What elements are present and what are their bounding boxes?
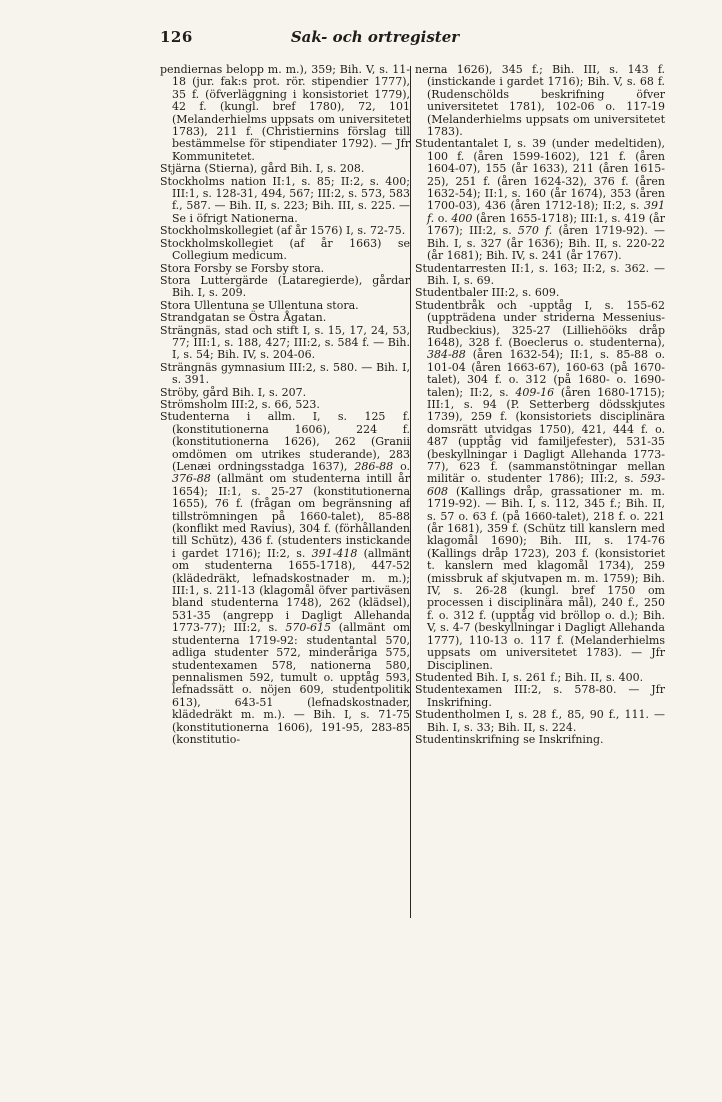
index-entry: Strömsholm III:2, s. 66, 523. [160, 397, 320, 411]
column-divider [410, 66, 411, 918]
left-column [160, 64, 410, 746]
index-entry: Stockholmskollegiet (af år 1576) I, s. 72-75. [160, 224, 406, 238]
page-header [160, 28, 590, 50]
index-entry: Studentbaler III:2, s. 609. [415, 286, 560, 300]
index-entry: Stjärna (Stierna), gård Bih. I, s. 208. [160, 162, 365, 176]
index-entry: Studenterna i allm. I, s. 125 f. (konstitutionerna 1606), 224 f. (konstitutionerna 1626), 262 (Granii omdömen om utrikes studerande), 283 (Lenæi ordningsstadga 1637), 286-88 o. 376-88 (allmänt om studenterna intill år 1654); II:1, s. 25-27 (konstitutionerna 1655), 76 f. (frågan om begränsning af tillströmningen på 1660-talet), 85-88 (konflikt med Ravius), 304 f. (förhållanden till Schütz), 436 f. (studenters instickande i gardet 1716); II:2, s. 391-418 (allmänt om studenterna 1655-1718), 447-52 (klädedräkt, lefnadskostnader m. m.); III:1, s. 211-13 (klagomål öfver partiväsen bland studenterna 1748), 262 (klädsel), 531-35 (angrepp i Dagligt Allehanda 1773-77); III:2, s. 570-615 (allmänt om studenterna 1719-92: studentantal 570, adliga studenter 572, minderåriga 575, studentexamen 578, nationerna 580, pennalismen 592, tumult o. upptåg 593, lefnadssätt o. nöjen 609, studentpolitik 613), 643-51 (lefnadskostnader, klädedräkt m. m.). — Bih. I, s. 71-75 (konstitutionerna 1606), 191-95, 283-85 (konstitutio- [160, 410, 410, 746]
index-entry: Studentarresten II:1, s. 163; II:2, s. 362. — Bih. I, s. 69. [415, 261, 665, 287]
index-entry: Studentexamen III:2, s. 578-80. — Jfr Inskrifning. [415, 683, 665, 709]
index-entry: Stockholmskollegiet (af år 1663) se Collegium medicum. [160, 236, 410, 263]
index-entry: Studentantalet I, s. 39 (under medeltiden), 100 f. (åren 1599-1602), 121 f. (åren 1604-07), 155 (år 1633), 211 (åren 1615-25), 251 f. (åren 1624-32), 376 f. (åren 1632-54); II:1, s. 160 (år 1674), 353 (åren 1700-03), 436 (åren 1712-18); II:2, s. 391 f. o. 400 (åren 1655-1718); III:1, s. 419 (år 1767); III:2, s. 570 f. (åren 1719-92). — Bih. I, s. 327 (år 1636); Bih. II, s. 220-22 (år 1681); Bih. IV, s. 241 (år 1767). [415, 137, 666, 263]
index-entry: Stockholms nation II:1, s. 85; II:2, s. 400; III:1, s. 128-31, 494, 567; III:2, s. 573, 583 f., 587. — Bih. II, s. 223; Bih. III, s. 225. — Se i öfrigt Nationerna. [160, 174, 410, 225]
index-entry: Strängnäs gymnasium III:2, s. 580. — Bih. I, s. 391. [160, 360, 410, 387]
index-entry: Stora Luttergärde (Lataregierde), gårdar Bih. I, s. 209. [160, 273, 410, 300]
index-entry: Studentholmen I, s. 28 f., 85, 90 f., 111. — Bih. I, s. 33; Bih. II, s. 224. [415, 708, 665, 734]
index-entry: Strängnäs, stad och stift I, s. 15, 17, 24, 53, 77; III:1, s. 188, 427; III:2, s. 584 f. — Bih. I, s. 54; Bih. IV, s. 204-06. [160, 323, 410, 362]
index-entry: Studentbråk och -upptåg I, s. 155-62 (uppträdena under striderna Messenius-Rudbeckius), 325-27 (Lilliehööks dråp 1648), 328 f. (Boeclerus o. studenterna), 384-88 (åren 1632-54); II:1, s. 85-88 o. 101-04 (åren 1663-67), 160-63 (på 1670-talet), 304 f. o. 312 (på 1680- o. 1690-talen); II:2, s. 409-16 (åren 1680-1715); III:1, s. 94 (P. Setterberg dödsskjutes 1739), 259 f. (konsistoriets disciplinära domsrätt utvidgas 1750), 421, 444 f. o. 487 (upptåg vid familjefester), 531-35 (beskyllningar i Dagligt Allehanda 1773-77), 623 f. (sammanstötningar mellan militär o. studenter 1786); III:2, s. 593-608 (Kallings dråp, grassationer m. m. 1719-92). — Bih. I, s. 112, 345 f.; Bih. II, s. 57 o. 63 f. (på 1660-talet), 218 f. o. 221 (år 1681), 359 f. (Schütz till kanslern med klagomål 1690); Bih. III, s. 174-76 (Kallings dråp 1723), 203 f. (konsistoriet t. kanslern med klagomål 1734), 259 (missbruk af skjutvapen m. m. 1759); Bih. IV, s. 26-28 (kungl. bref 1750 om processen i disciplinära mål), 240 f., 250 f. o. 312 f. (upptåg vid bröllop o. d.); Bih. V, s. 4-7 (beskyllningar i Dagligt Allehanda 1777), 110-13 o. 117 f. (Melanderhielms uppsats om universitetet 1783). — Jfr Disciplinen. [415, 298, 665, 672]
index-entry: Ströby, gård Bih. I, s. 207. [160, 385, 307, 399]
index-entry: Strandgatan se Östra Ågatan. [160, 311, 327, 325]
page-number: 126 [160, 28, 193, 46]
index-entry: pendiernas belopp m. m.), 359; Bih. V, s. 11-18 (jur. fak:s prot. rör. stipendier 1777), 35 f. (öfverläggning i konsistoriet 1779), 42 f. (kungl. bref 1780), 72, 101 (Melanderhielms uppsats om universitetet 1783), 211 f. (Christiernins förslag till bestämmelse för stipendiater 1792). — Jfr Kommunitetet. [160, 63, 410, 163]
running-title: Sak- och ortregister [290, 28, 460, 46]
index-entry: Studentinskrifning se Inskrifning. [415, 732, 604, 746]
index-entry: Stora Forsby se Forsby stora. [160, 261, 325, 275]
index-entry: Studented Bih. I, s. 261 f.; Bih. II, s. 400. [415, 670, 644, 684]
index-entry: Stora Ullentuna se Ullentuna stora. [160, 298, 359, 312]
right-column [415, 64, 665, 746]
index-entry: nerna 1626), 345 f.; Bih. III, s. 143 f. (instickande i gardet 1716); Bih. V, s. 68 f. (Rudenschölds beskrifning öfver universitetet 1781), 102-06 o. 117-19 (Melanderhielms uppsats om universitetet 1783). [415, 63, 665, 139]
